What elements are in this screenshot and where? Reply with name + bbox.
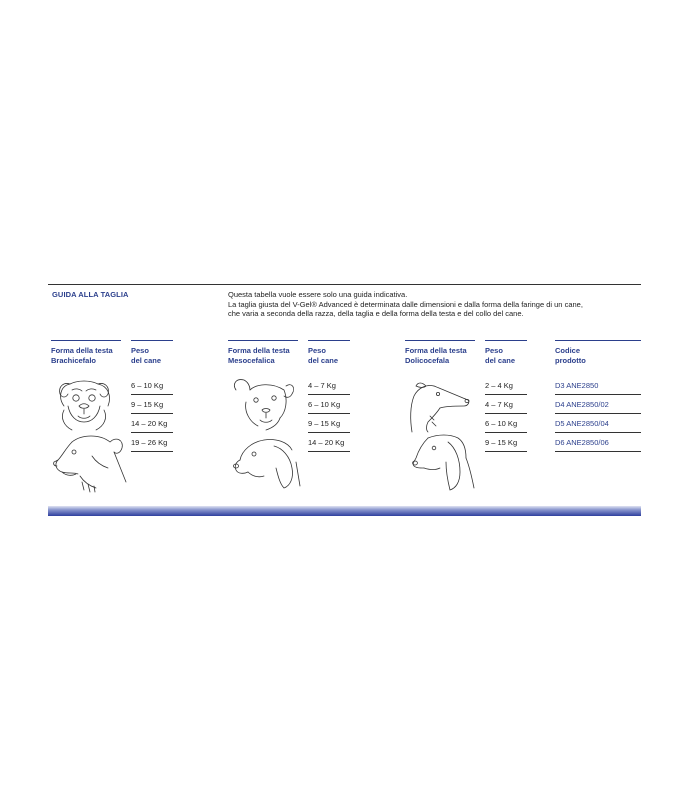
terrier-head-icon bbox=[228, 376, 298, 434]
intro-line: La taglia giusta del V-Gel® Advanced è determinata dalle dimensioni e dalla forma della faringe di un cane, bbox=[228, 299, 583, 309]
row-rule bbox=[555, 451, 641, 452]
weight-cell: 6 – 10 Kg bbox=[485, 419, 518, 428]
weight-cell: 14 – 20 Kg bbox=[308, 438, 345, 447]
row-rule bbox=[485, 413, 527, 414]
weight-cell: 6 – 10 Kg bbox=[308, 400, 341, 409]
column-rule bbox=[555, 340, 641, 341]
product-code-label: Codice prodotto bbox=[555, 346, 586, 365]
weight-cell: 6 – 10 Kg bbox=[131, 381, 164, 390]
product-code: D3 ANE2850 bbox=[555, 381, 599, 390]
row-rule bbox=[308, 451, 350, 452]
column-rule bbox=[405, 340, 475, 341]
head-shape-label: Forma della testa Dolicocefala bbox=[405, 346, 467, 365]
weight-label: Peso del cane bbox=[485, 346, 516, 365]
weight-cell: 19 – 26 Kg bbox=[131, 438, 168, 447]
greyhound-head-icon bbox=[404, 376, 472, 434]
weight-cell: 9 – 15 Kg bbox=[308, 419, 341, 428]
intro-text bbox=[228, 290, 638, 319]
weight-cell: 9 – 15 Kg bbox=[131, 400, 164, 409]
row-rule bbox=[131, 432, 173, 433]
row-rule bbox=[555, 413, 641, 414]
row-rule bbox=[131, 413, 173, 414]
row-rule bbox=[555, 394, 641, 395]
column-rule bbox=[131, 340, 173, 341]
row-rule bbox=[308, 413, 350, 414]
product-code: D4 ANE2850/02 bbox=[555, 400, 609, 409]
weight-cell: 2 – 4 Kg bbox=[485, 381, 513, 390]
weight-cell: 4 – 7 Kg bbox=[308, 381, 336, 390]
rottweiler-head-icon bbox=[52, 432, 130, 494]
product-code: D5 ANE2850/04 bbox=[555, 419, 609, 428]
intro-line: Questa tabella vuole essere solo una guida indicativa. bbox=[228, 290, 408, 299]
row-rule bbox=[485, 394, 527, 395]
weight-label: Peso del cane bbox=[308, 346, 339, 365]
row-rule bbox=[131, 451, 173, 452]
row-rule bbox=[131, 394, 173, 395]
column-rule bbox=[228, 340, 298, 341]
head-shape-label: Forma della testa Brachicefalo bbox=[51, 346, 113, 365]
row-rule bbox=[308, 394, 350, 395]
weight-cell: 4 – 7 Kg bbox=[485, 400, 513, 409]
beagle-head-icon bbox=[230, 432, 304, 490]
weight-label: Peso del cane bbox=[131, 346, 162, 365]
weight-cell: 9 – 15 Kg bbox=[485, 438, 518, 447]
weight-cell: 14 – 20 Kg bbox=[131, 419, 168, 428]
row-rule bbox=[485, 432, 527, 433]
size-guide bbox=[48, 284, 641, 516]
guide-title: GUIDA ALLA TAGLIA bbox=[52, 290, 129, 299]
column-rule bbox=[51, 340, 121, 341]
column-rule bbox=[485, 340, 527, 341]
column-rule bbox=[308, 340, 350, 341]
pug-head-icon bbox=[50, 376, 118, 432]
row-rule bbox=[555, 432, 641, 433]
row-rule bbox=[308, 432, 350, 433]
bottom-gradient-band bbox=[48, 506, 641, 516]
head-shape-label: Forma della testa Mesocefalica bbox=[228, 346, 290, 365]
top-divider bbox=[48, 284, 641, 285]
intro-line: che varia a seconda della razza, della taglia e della forma della testa e del collo del cane. bbox=[228, 309, 524, 318]
product-code: D6 ANE2850/06 bbox=[555, 438, 609, 447]
setter-head-icon bbox=[410, 432, 480, 492]
row-rule bbox=[485, 451, 527, 452]
